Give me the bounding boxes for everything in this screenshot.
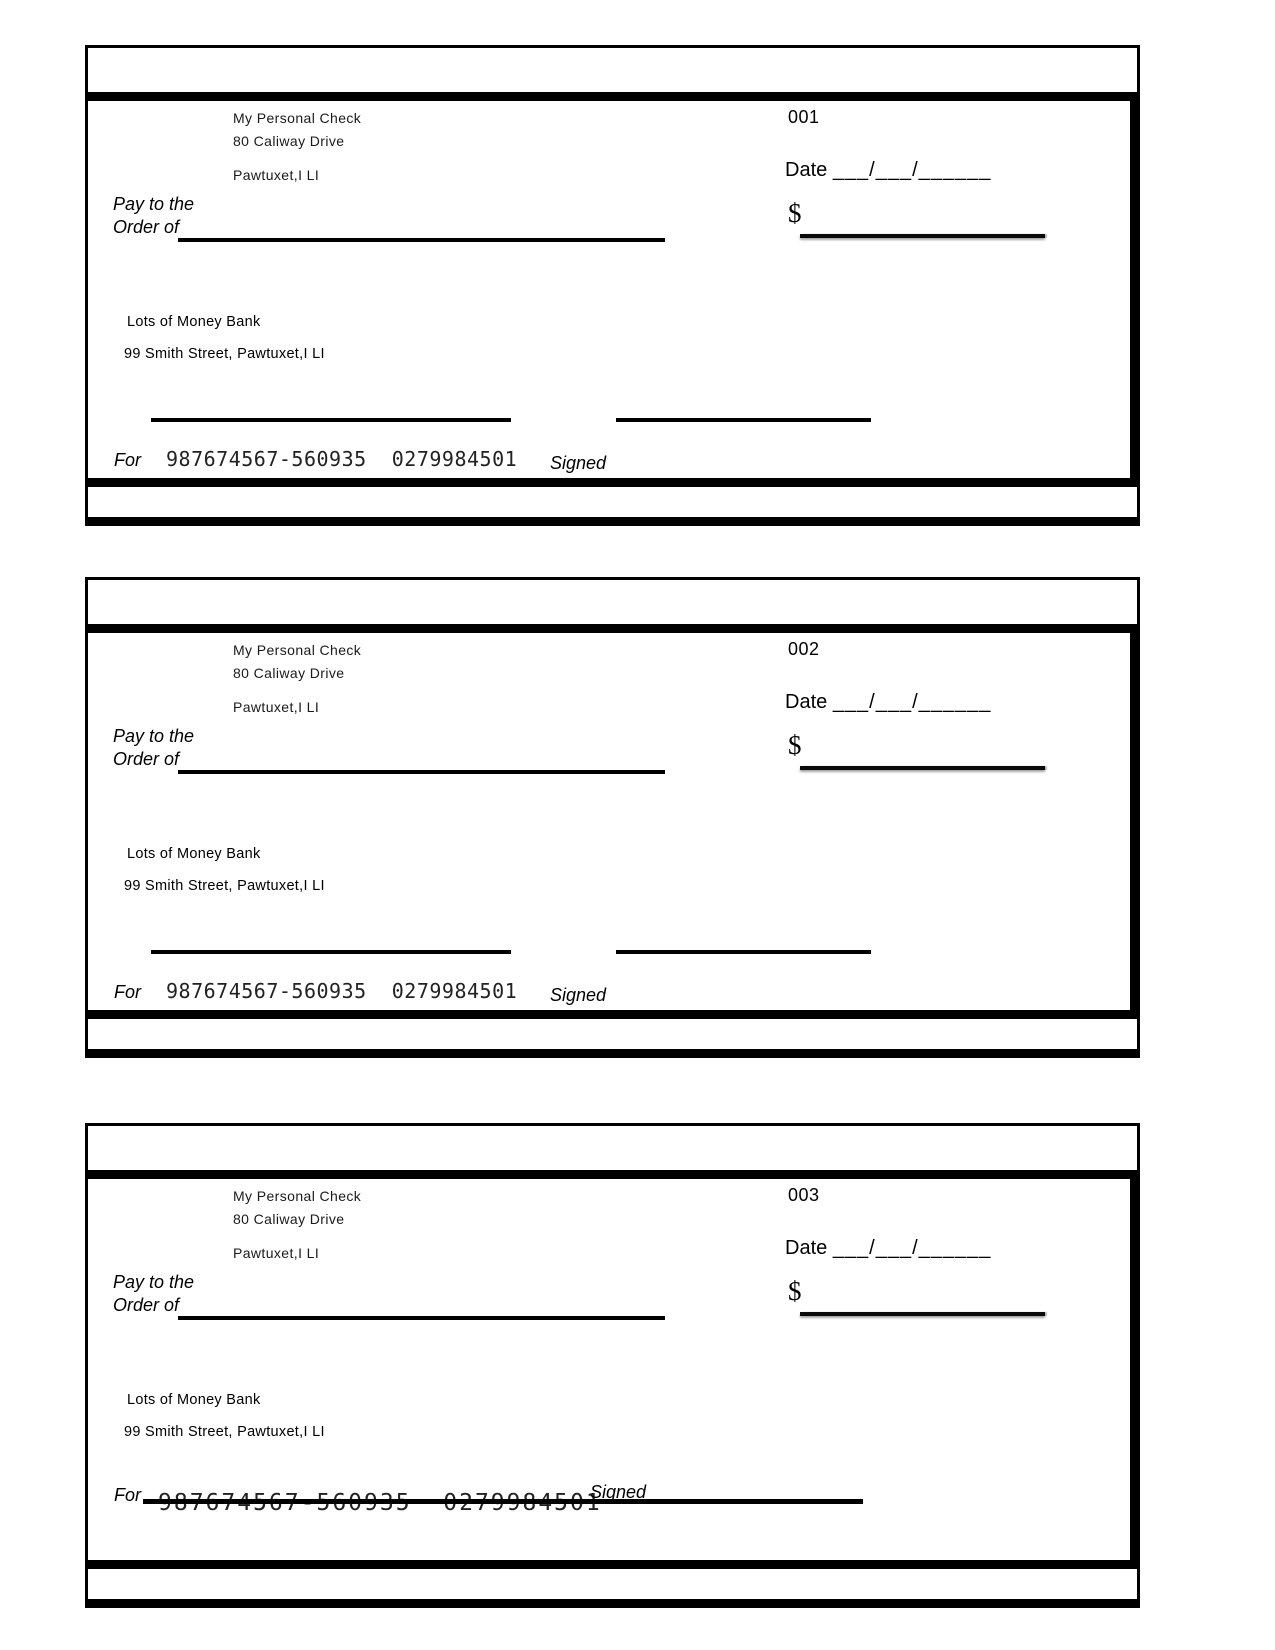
check-number: 003 bbox=[788, 1185, 820, 1205]
for-label: For bbox=[114, 450, 141, 470]
amount-line bbox=[800, 234, 1045, 238]
dollar-sign: $ bbox=[788, 198, 802, 228]
for-label: For bbox=[114, 1485, 141, 1505]
micr-number: 987674567-560935 0279984501 bbox=[166, 447, 518, 471]
tear-bar-top bbox=[85, 1170, 1140, 1179]
signature-line bbox=[616, 418, 871, 422]
signed-label: Signed bbox=[550, 985, 607, 1005]
pay-to-line2: Order of bbox=[113, 749, 180, 769]
payer-city: Pawtuxet,I LI bbox=[233, 167, 320, 183]
date-label: Date bbox=[785, 691, 833, 713]
bank-address: 99 Smith Street, Pawtuxet,I LI bbox=[124, 878, 325, 894]
payer-city: Pawtuxet,I LI bbox=[233, 699, 320, 715]
check-body bbox=[85, 633, 1140, 1010]
date-row bbox=[785, 1237, 991, 1260]
date-label: Date bbox=[785, 1237, 833, 1259]
bank-address: 99 Smith Street, Pawtuxet,I LI bbox=[124, 346, 325, 362]
payer-name: My Personal Check bbox=[233, 110, 362, 126]
signature-strike-line bbox=[143, 1499, 863, 1504]
date-row bbox=[785, 691, 991, 714]
micr-number: 987674567-560935 0279984501 bbox=[166, 979, 518, 1003]
pay-to-line1: Pay to the bbox=[113, 194, 195, 214]
pay-to-label bbox=[113, 725, 194, 771]
date-blank-line: ___/___/______ bbox=[832, 159, 992, 181]
check-unit bbox=[85, 577, 1140, 1058]
pay-to-line1: Pay to the bbox=[113, 1272, 195, 1292]
check-body bbox=[85, 1179, 1140, 1560]
payee-line bbox=[178, 1316, 665, 1320]
check-body bbox=[85, 101, 1140, 478]
memo-line bbox=[151, 418, 511, 422]
tear-bar-bottom bbox=[85, 1599, 1140, 1608]
bank-name: Lots of Money Bank bbox=[127, 314, 261, 330]
check-bottom-stub bbox=[85, 487, 1140, 517]
payer-address: 80 Caliway Drive bbox=[233, 665, 345, 681]
pay-to-label bbox=[113, 1271, 194, 1317]
bank-address: 99 Smith Street, Pawtuxet,I LI bbox=[124, 1424, 325, 1440]
tear-bar-inner-bottom bbox=[85, 1010, 1140, 1019]
pay-to-line2: Order of bbox=[113, 217, 180, 237]
date-blank-line: ___/___/______ bbox=[832, 691, 992, 713]
tear-bar-top bbox=[85, 92, 1140, 101]
date-blank-line: ___/___/______ bbox=[832, 1237, 992, 1259]
pay-to-line2: Order of bbox=[113, 1295, 180, 1315]
tear-bar-bottom bbox=[85, 1049, 1140, 1058]
pay-to-line1: Pay to the bbox=[113, 726, 195, 746]
bank-name: Lots of Money Bank bbox=[127, 1392, 261, 1408]
check-bottom-stub bbox=[85, 1569, 1140, 1599]
payer-address: 80 Caliway Drive bbox=[233, 133, 345, 149]
bank-name: Lots of Money Bank bbox=[127, 846, 261, 862]
payer-city: Pawtuxet,I LI bbox=[233, 1245, 320, 1261]
memo-line bbox=[151, 950, 511, 954]
check-unit bbox=[85, 45, 1140, 526]
payee-line bbox=[178, 770, 665, 774]
tear-bar-inner-bottom bbox=[85, 478, 1140, 487]
check-number: 001 bbox=[788, 107, 820, 127]
check-top-stub bbox=[85, 577, 1140, 624]
check-top-stub bbox=[85, 45, 1140, 92]
for-label: For bbox=[114, 982, 141, 1002]
tear-bar-top bbox=[85, 624, 1140, 633]
pay-to-label bbox=[113, 193, 194, 239]
tear-bar-bottom bbox=[85, 517, 1140, 526]
check-number: 002 bbox=[788, 639, 820, 659]
signature-line bbox=[616, 950, 871, 954]
tear-bar-inner-bottom bbox=[85, 1560, 1140, 1569]
dollar-sign: $ bbox=[788, 1276, 802, 1306]
check-unit bbox=[85, 1123, 1140, 1608]
dollar-sign: $ bbox=[788, 730, 802, 760]
signed-label: Signed bbox=[590, 1482, 647, 1502]
signed-label: Signed bbox=[550, 453, 607, 473]
check-top-stub bbox=[85, 1123, 1140, 1170]
date-row bbox=[785, 159, 991, 182]
amount-line bbox=[800, 766, 1045, 770]
payer-name: My Personal Check bbox=[233, 642, 362, 658]
amount-line bbox=[800, 1312, 1045, 1316]
check-bottom-stub bbox=[85, 1019, 1140, 1049]
date-label: Date bbox=[785, 159, 833, 181]
payer-name: My Personal Check bbox=[233, 1188, 362, 1204]
payer-address: 80 Caliway Drive bbox=[233, 1211, 345, 1227]
payee-line bbox=[178, 238, 665, 242]
